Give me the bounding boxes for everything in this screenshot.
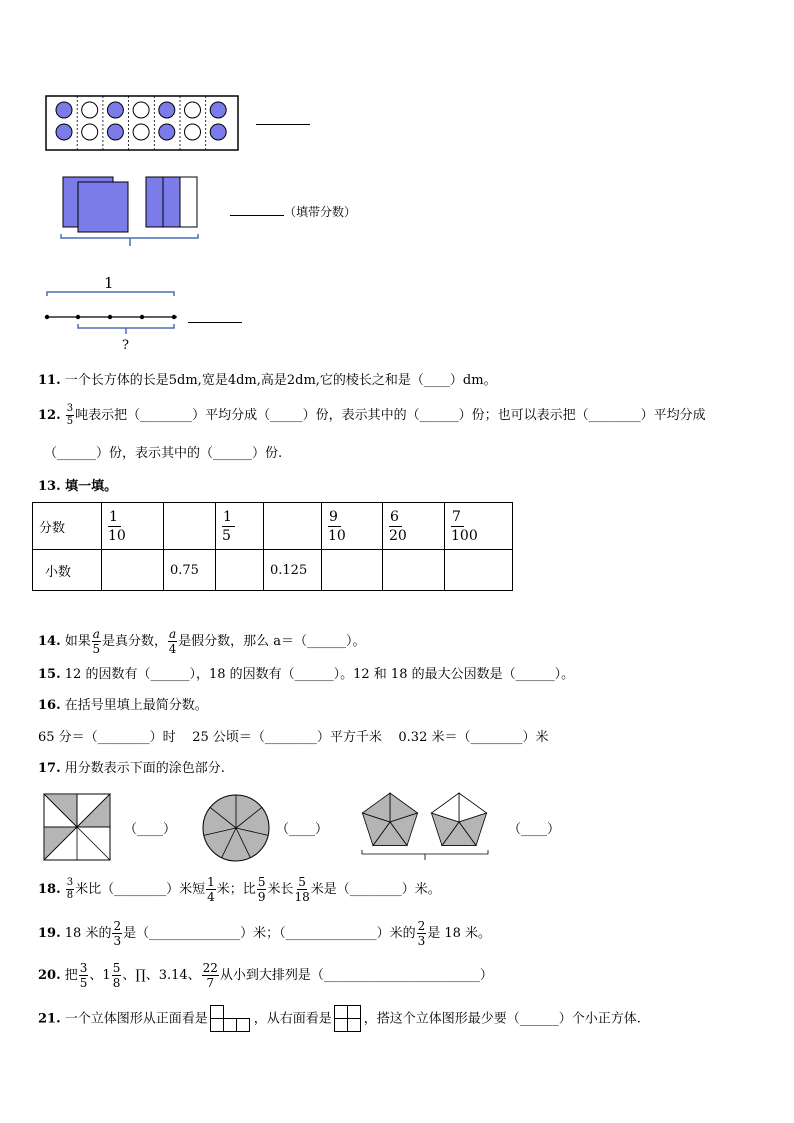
question-number: 21. (38, 1011, 61, 1027)
fraction: $\frac{a}{5}$ (92, 627, 101, 656)
question-18: 18. $\frac{3}{8}$ 米比（________）米短 $\frac{1}{4}$ 米；比 $\frac{5}{9}$ 米长 $\frac{5}{18}$ 米是（________）米。 (38, 875, 441, 904)
pentagons-brace (362, 850, 488, 860)
square-full-2 (78, 182, 128, 232)
fraction-cell-empty[interactable] (164, 503, 216, 550)
squares-figure (58, 172, 206, 250)
dots-answer-blank[interactable] (256, 112, 310, 125)
circle-figure (200, 792, 272, 864)
question-text: 一个长方体的长是5dm,宽是4dm,高是2dm,它的棱长之和是（____）dm。 (64, 373, 497, 388)
decimal-cell: 0.75 (164, 550, 216, 591)
decimal-cell: 0.125 (264, 550, 322, 591)
right-view-figure (332, 1005, 364, 1033)
question-title: 用分数表示下面的涂色部分. (64, 761, 225, 776)
numberline-point (172, 315, 176, 319)
dot-filled (107, 124, 123, 140)
fraction-cell: $\frac{9}{10}$ (322, 503, 383, 550)
dot-filled (159, 102, 175, 118)
question-number: 16. (38, 698, 61, 713)
question-16-line: 65 分＝（________）时 25 公顷＝（________）平方千米 0.32 米＝（________）米 (38, 730, 549, 745)
answer-blank-3[interactable]: （____） (508, 822, 561, 837)
fraction-cell: $\frac{7}{100}$ (445, 503, 513, 550)
dot-filled (210, 102, 226, 118)
question-20: 20. 把 $\frac{3}{5}$ 、1 $\frac{5}{8}$ 、∏、3.14、 $\frac{22}{7}$ 从小到大排列是（________________________） (38, 961, 493, 990)
question-13 (38, 478, 117, 496)
row-label-decimal: 小数 (33, 550, 102, 591)
question-number: 11. (38, 373, 61, 388)
fraction-cell: $\frac{6}{20}$ (383, 503, 445, 550)
question-title: 在括号里填上最简分数。 (64, 698, 208, 713)
decimal-cell-empty[interactable] (102, 550, 164, 591)
fraction: $\frac{22}{7}$ (202, 961, 218, 990)
numberline-bottom-label: ? (122, 338, 129, 353)
pentagons-figure (354, 790, 494, 862)
question-19: 19. 18 米的 $\frac{2}{3}$ 是（______________）米；（______________）米的 $\frac{2}{3}$ 是 18 米。 (38, 919, 492, 948)
fraction-cell-empty[interactable] (264, 503, 322, 550)
numberline-answer-blank[interactable] (188, 310, 242, 323)
squares-note: （填带分数） (284, 205, 357, 219)
fraction: $\frac{1}{4}$ (207, 875, 215, 904)
numberline-point (76, 315, 80, 319)
numberline-point (140, 315, 144, 319)
question-number: 12. (38, 408, 61, 423)
question-14: 14. 如果 $\frac{a}{5}$ 是真分数， $\frac{a}{4}$ 是假分数，那么 a＝（______）。 (38, 627, 366, 656)
question-number: 18. (38, 882, 61, 897)
dots-figure (44, 94, 244, 152)
question-title: 填一填。 (65, 479, 118, 494)
decimal-cell-empty[interactable] (383, 550, 445, 591)
dot-empty (82, 124, 98, 140)
dot-filled (56, 124, 72, 140)
dot-filled (159, 124, 175, 140)
square-part-1 (146, 177, 163, 227)
dot-empty (185, 124, 201, 140)
question-number: 17. (38, 761, 61, 776)
question-number: 19. (38, 926, 61, 941)
decimal-cell-empty[interactable] (322, 550, 383, 591)
answer-blank-2[interactable]: （____） (276, 822, 329, 837)
square-part-3 (180, 177, 197, 227)
square-pinwheel-figure (42, 792, 114, 862)
numberline-top-brace (47, 292, 174, 296)
squares-brace (61, 234, 198, 246)
fill-table (32, 502, 513, 591)
fraction-cell: $\frac{1}{5}$ (216, 503, 264, 550)
dot-filled (56, 102, 72, 118)
dot-filled (107, 102, 123, 118)
fraction: $\frac{2}{3}$ (417, 919, 426, 948)
fraction: $\frac{5}{18}$ (294, 875, 310, 904)
numberline-point (45, 315, 49, 319)
row-label-fraction: 分数 (33, 503, 102, 550)
fraction: $\frac{3}{5}$ (66, 403, 74, 427)
fraction: $\frac{3}{5}$ (79, 961, 88, 990)
front-view-figure (208, 1005, 254, 1033)
fraction: $\frac{a}{4}$ (168, 627, 177, 656)
answer-blank-1[interactable]: （____） (124, 822, 177, 837)
question-11 (38, 372, 497, 390)
numberline-bottom-brace (78, 324, 174, 334)
fraction: $\frac{3}{8}$ (66, 877, 74, 901)
dot-empty (82, 102, 98, 118)
question-number: 14. (38, 634, 61, 649)
question-17 (38, 760, 225, 778)
question-number: 15. (38, 667, 61, 682)
question-16 (38, 697, 208, 715)
fraction: $\frac{5}{9}$ (257, 875, 266, 904)
fraction: $\frac{2}{3}$ (113, 919, 122, 948)
question-text: 12 的因数有（______），18 的因数有（______）。12 和 18 的最大公因数是（______）。 (64, 667, 575, 682)
question-15 (38, 666, 574, 684)
numberline-figure (40, 290, 190, 338)
question-21: 21. 一个立体图形从正面看是 ，从右面看是 ，搭这个立体图形最少要（______）个小正方体. (38, 1005, 641, 1033)
dot-empty (133, 102, 149, 118)
question-12 (38, 404, 706, 427)
fraction: $\frac{5}{8}$ (112, 961, 121, 990)
question-number: 20. (38, 968, 61, 983)
square-part-2 (163, 177, 180, 227)
question-number: 13. (38, 479, 61, 494)
decimal-cell-empty[interactable] (445, 550, 513, 591)
decimal-cell-empty[interactable] (216, 550, 264, 591)
fraction-cell: $\frac{1}{10}$ (102, 503, 164, 550)
dot-filled (210, 124, 226, 140)
dot-empty (133, 124, 149, 140)
question-text: 吨表示把（________）平均分成（_____）份，表示其中的（______）份；也可以表示把（________）平均分成 (75, 408, 706, 423)
dot-empty (185, 102, 201, 118)
squares-answer-blank[interactable] (230, 203, 284, 216)
numberline-top-label: 1 (104, 274, 114, 292)
numberline-point (108, 315, 112, 319)
question-12-line2: （______）份，表示其中的（______）份. (44, 446, 283, 461)
